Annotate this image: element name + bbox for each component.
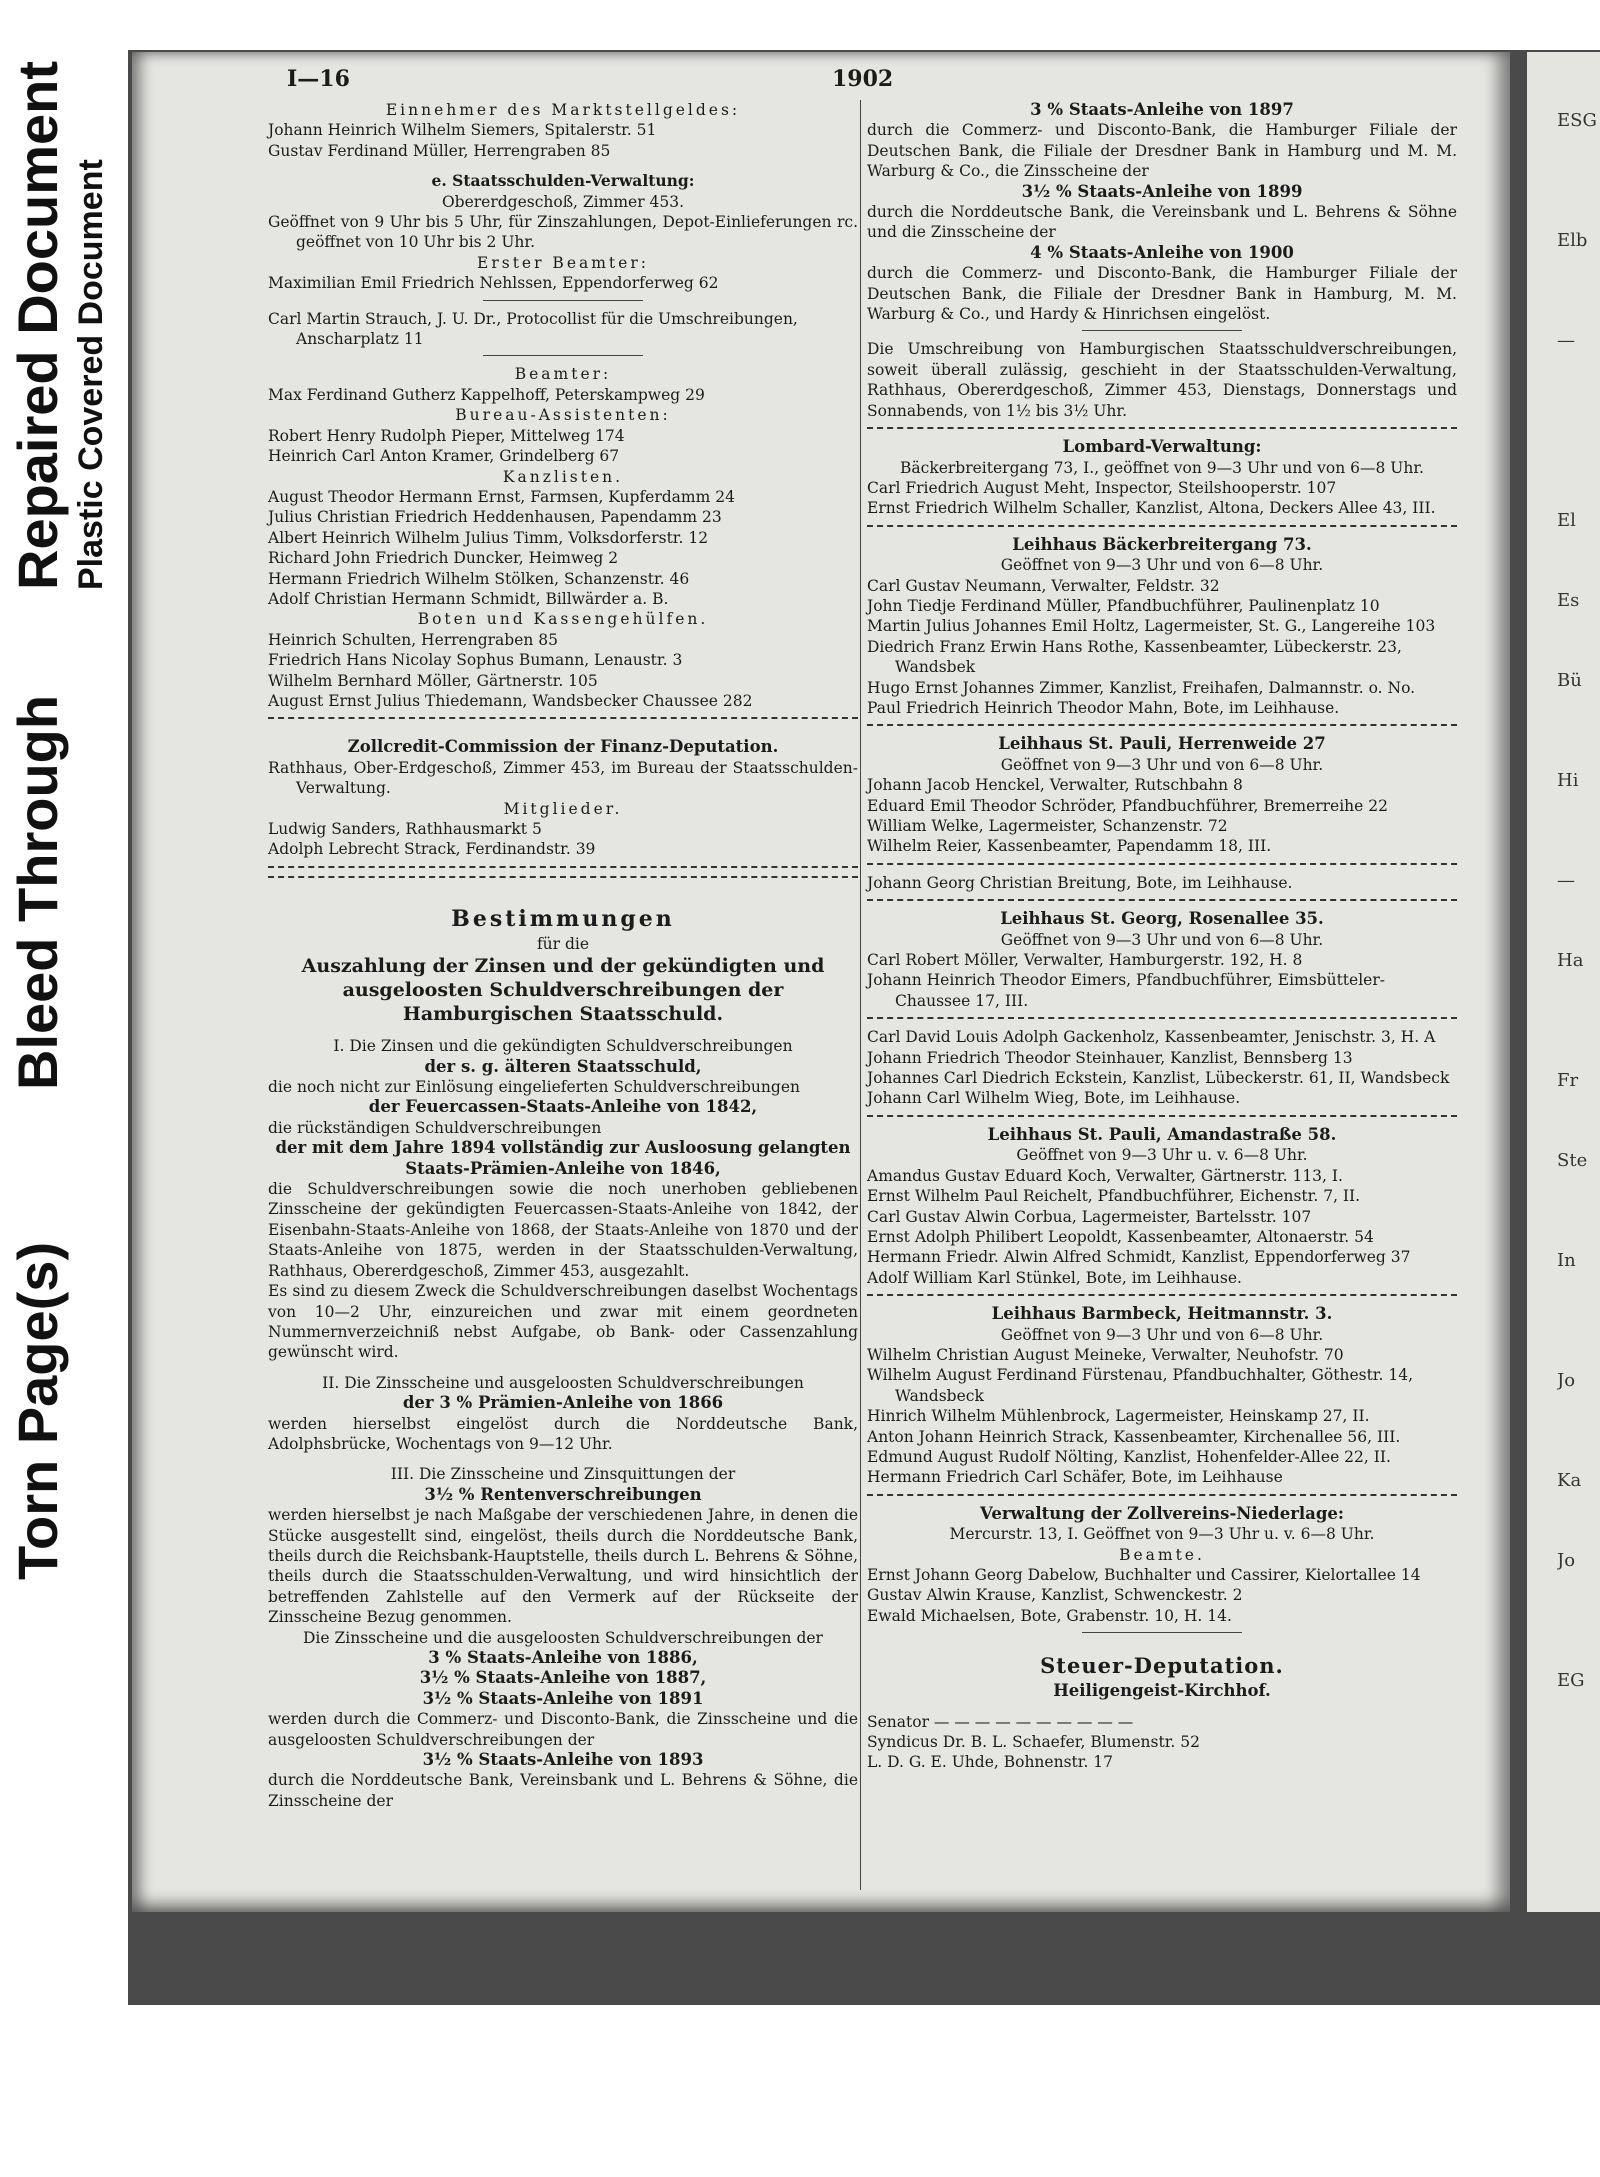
paragraph-text: werden hierselbst je nach Maßgabe der verschiedenen Jahre, in denen die Stücke ausgestellt sind, eingelöst, theils durch die Norddeutsche Bank, theils durch die Reichsbank-Hauptstelle, theils durch L. Behrens & Söhne, theils durch die Staatsschulden-Verwaltung, und wird hinsichtlich der betreffenden Zahlstelle auf den Vermerk auf der Rückseite der Zinsscheine Bezug genommen. <box>268 1506 858 1627</box>
edge-fragment: Fr <box>1557 1072 1579 1090</box>
entry: Ernst Friedrich Wilhelm Schaller, Kanzlist, Altona, Deckers Allee 43, III. <box>867 499 1436 518</box>
dashed-separator <box>867 427 1457 429</box>
dashed-separator <box>867 1115 1457 1117</box>
entry: Johann Carl Wilhelm Wieg, Bote, im Leihhause. <box>867 1089 1241 1108</box>
entry: Carl Gustav Alwin Corbua, Lagermeister, Bartelsstr. 107 <box>867 1207 1312 1226</box>
entry: Adolf Christian Hermann Schmidt, Billwärder a. B. <box>268 589 669 608</box>
entry: Johannes Carl Diedrich Eckstein, Kanzlist, Lübeckerstr. 61, II, Wandsbeck <box>867 1069 1450 1088</box>
edge-fragment: — <box>1557 332 1575 350</box>
loan-heading: der 3 % Prämien-Anleihe von 1866 <box>402 1393 724 1413</box>
dashed-separator <box>867 1494 1457 1496</box>
entry: Martin Julius Johannes Emil Holtz, Lagermeister, St. G., Langereihe 103 <box>867 617 1436 636</box>
label-torn-pages: Torn Page(s) <box>6 1241 69 1580</box>
edge-fragment: Bü <box>1557 672 1582 690</box>
entry: Carl David Louis Adolph Gackenholz, Kassenbeamter, Jenischstr. 3, H. A <box>867 1028 1436 1047</box>
entry: Wilhelm Christian August Meineke, Verwalter, Neuhofstr. 70 <box>867 1345 1344 1364</box>
edge-fragment: Hi <box>1557 772 1579 790</box>
loan-heading: der s. g. älteren Staatsschuld, <box>424 1056 702 1076</box>
label-repaired-document: Repaired Document <box>6 61 69 590</box>
paragraph-text: Es sind zu diesem Zweck die Schuldverschreibungen daselbst Wochentags von 10—2 Uhr, einzureichen und zwar mit einem geordneten Nummernverzeichniß nebst Aufgabe, ob Bank- oder Cassenzahlung gewünscht wird. <box>268 1282 858 1362</box>
entry: Johann Jacob Henckel, Verwalter, Rutschbahn 8 <box>867 776 1243 795</box>
loan-heading: 3½ % Rentenverschreibungen <box>424 1484 702 1504</box>
entry: Wilhelm Reier, Kassenbeamter, Papendamm 18, III. <box>867 837 1272 856</box>
dashed-separator <box>867 724 1457 726</box>
loan-heading: 4 % Staats-Anleihe von 1900 <box>1030 242 1294 262</box>
entry: Carl Gustav Neumann, Verwalter, Feldstr. 32 <box>867 576 1220 595</box>
address-line: Rathhaus, Ober-Erdgeschoß, Zimmer 453, im Bureau der Staatsschulden-Verwaltung. <box>268 758 858 798</box>
entry: Hugo Ernst Johannes Zimmer, Kanzlist, Freihafen, Dalmannstr. o. No. <box>867 678 1416 697</box>
entry: Ludwig Sanders, Rathhausmarkt 5 <box>268 820 542 838</box>
entry: Diedrich Franz Erwin Hans Rothe, Kassenbeamter, Lübeckerstr. 23, Wandsbek <box>867 637 1402 677</box>
dashed-separator <box>867 1294 1457 1296</box>
page-number: I—16 <box>287 66 350 92</box>
scanned-page <box>132 52 1510 1912</box>
loan-heading: 3½ % Staats-Anleihe von 1887, <box>419 1668 707 1688</box>
entry: Ewald Michaelsen, Bote, Grabenstr. 10, H. 14. <box>867 1606 1232 1625</box>
entry: Heinrich Carl Anton Kramer, Grindelberg 67 <box>268 447 620 466</box>
right-column <box>867 100 1457 1773</box>
entry: Adolph Lebrecht Strack, Ferdinandstr. 39 <box>268 840 596 859</box>
entry: Johann Heinrich Wilhelm Siemers, Spitalerstr. 51 <box>268 121 657 140</box>
edge-fragment: Elb <box>1557 232 1588 250</box>
edge-fragment: Jo <box>1557 1552 1576 1570</box>
section-heading: Leihhaus St. Pauli, Herrenweide 27 <box>998 734 1326 754</box>
subheading: Mitglieder. <box>503 799 623 818</box>
dashed-separator <box>867 863 1457 865</box>
paragraph-text: durch die Norddeutsche Bank, die Vereinsbank und L. Behrens & Söhne und die Zinsscheine der <box>867 203 1457 242</box>
paragraph-text: durch die Commerz- und Disconto-Bank, die Hamburger Filiale der Deutschen Bank, die Filiale der Dresdner Bank in Hamburg, M. M. Warburg & Co., und Hardy & Hinrichsen eingelöst. <box>867 264 1457 324</box>
entry: Albert Heinrich Wilhelm Julius Timm, Volksdorferstr. 12 <box>268 528 709 547</box>
paragraph-intro: II. Die Zinsscheine und ausgeloosten Schuldverschreibungen <box>322 1373 804 1392</box>
label-plastic-covered: Plastic Covered Document <box>72 159 110 590</box>
edge-fragment: EG <box>1557 1672 1585 1690</box>
entry: Carl Martin Strauch, J. U. Dr., Protocollist für die Umschreibungen, Anscharplatz 11 <box>268 309 798 349</box>
subheading: Beamter: <box>514 365 612 384</box>
paragraph-text: die rückständigen Schuldverschreibungen <box>268 1118 602 1137</box>
regulations-title: Bestimmungen <box>451 905 675 932</box>
entry: Friedrich Hans Nicolay Sophus Bumann, Lenaustr. 3 <box>268 651 683 670</box>
loan-heading: der mit dem Jahre 1894 vollständig zur Ausloosung gelangten Staats-Prämien-Anleihe von 1846, <box>275 1138 851 1178</box>
section-heading: Leihhaus St. Georg, Rosenallee 35. <box>1000 909 1324 929</box>
section-heading: Leihhaus Bäckerbreitergang 73. <box>1012 534 1312 554</box>
paragraph-intro: III. Die Zinsscheine und Zinsquittungen der <box>390 1465 736 1484</box>
entry: Hermann Friedrich Carl Schäfer, Bote, im Leihhause <box>867 1468 1283 1487</box>
entry: Carl Friedrich August Meht, Inspector, Steilshooperstr. 107 <box>867 478 1337 497</box>
loan-heading: 3 % Staats-Anleihe von 1886, <box>428 1648 698 1667</box>
entry: Gustav Ferdinand Müller, Herrengraben 85 <box>268 141 611 160</box>
entry: Syndicus Dr. B. L. Schaefer, Blumenstr. 52 <box>867 1733 1200 1752</box>
entry: Adolf William Karl Stünkel, Bote, im Leihhause. <box>867 1268 1242 1287</box>
edge-fragment: Ha <box>1557 952 1584 970</box>
regulations-subtitle: Auszahlung der Zinsen und der gekündigten und ausgeloosten Schuldverschreibungen der Hamburgischen Staatsschuld. <box>301 955 825 1026</box>
section-heading: Einnehmer des Marktstellgeldes: <box>385 101 741 119</box>
loan-heading: 3½ % Staats-Anleihe von 1891 <box>422 1688 704 1708</box>
edge-fragment: — <box>1557 872 1575 890</box>
entry: Gustav Alwin Krause, Kanzlist, Schwenckestr. 2 <box>867 1586 1243 1605</box>
entry: Hermann Friedr. Alwin Alfred Schmidt, Kanzlist, Eppendorferweg 37 <box>867 1248 1411 1267</box>
entry: Hinrich Wilhelm Mühlenbrock, Lagermeister, Heinskamp 27, II. <box>867 1407 1370 1426</box>
paragraph-text: durch die Commerz- und Disconto-Bank, die Hamburger Filiale der Deutschen Bank, die Filiale der Dresdner Bank in Hamburg und M. M. Warburg & Co., die Zinsscheine der <box>867 121 1457 181</box>
entry: Amandus Gustav Eduard Koch, Verwalter, Gärtnerstr. 113, I. <box>867 1166 1343 1185</box>
loan-heading: 3 % Staats-Anleihe von 1897 <box>1030 100 1294 119</box>
entry: Johann Georg Christian Breitung, Bote, im Leihhause. <box>867 873 1293 892</box>
entry: Johann Heinrich Theodor Eimers, Pfandbuchführer, Eimsbütteler-Chaussee 17, III. <box>867 971 1385 1010</box>
subheading: Bureau-Assistenten: <box>455 406 671 425</box>
section-heading: Leihhaus St. Pauli, Amandastraße 58. <box>987 1124 1337 1144</box>
entry: William Welke, Lagermeister, Schanzenstr. 72 <box>867 817 1228 835</box>
subheading: Kanzlisten. <box>502 467 624 486</box>
entry: Hermann Friedrich Wilhelm Stölken, Schanzenstr. 46 <box>268 569 690 588</box>
dashed-separator <box>867 525 1457 527</box>
section-heading: Verwaltung der Zollvereins-Niederlage: <box>980 1503 1344 1523</box>
edge-fragment: Ste <box>1557 1152 1588 1170</box>
entry: Richard John Friedrich Duncker, Heimweg 2 <box>268 549 619 568</box>
opening-hours: Geöffnet von 9—3 Uhr und von 6—8 Uhr. <box>1000 930 1324 949</box>
address-line: Obererdgeschoß, Zimmer 453. <box>441 192 685 211</box>
opening-hours: Mercurstr. 13, I. Geöffnet von 9—3 Uhr u. v. 6—8 Uhr. <box>949 1525 1375 1544</box>
edge-fragment: Ka <box>1557 1472 1582 1490</box>
adjacent-page-edge <box>1527 52 1600 1912</box>
edge-fragment: El <box>1557 512 1576 530</box>
paragraph-text: werden hierselbst eingelöst durch die Norddeutsche Bank, Adolphsbrücke, Wochentags von 9—12 Uhr. <box>268 1414 858 1453</box>
opening-hours: Geöffnet von 9 Uhr bis 5 Uhr, für Zinszahlungen, Depot-Einlieferungen rc. geöffnet von 10 Uhr bis 2 Uhr. <box>268 213 858 252</box>
loan-heading: 3½ % Staats-Anleihe von 1899 <box>1021 181 1303 201</box>
paragraph-text: werden durch die Commerz- und Disconto-Bank, die Zinsscheine und die ausgeloosten Schuldverschreibungen der <box>268 1710 858 1749</box>
entry: Ernst Johann Georg Dabelow, Buchhalter und Cassirer, Kielortallee 14 <box>867 1566 1421 1584</box>
paragraph-text: Die Zinsscheine und die ausgeloosten Schuldverschreibungen der <box>303 1628 823 1647</box>
paragraph-text: durch die Norddeutsche Bank, Vereinsbank und L. Behrens & Söhne, die Zinsscheine der <box>268 1771 858 1810</box>
dashed-separator <box>867 1017 1457 1019</box>
opening-hours: Geöffnet von 9—3 Uhr u. v. 6—8 Uhr. <box>1016 1146 1308 1165</box>
entry: Edmund August Rudolf Nölting, Kanzlist, Hohenfelder-Allee 22, II. <box>867 1447 1391 1466</box>
entry: August Theodor Hermann Ernst, Farmsen, Kupferdamm 24 <box>268 487 735 506</box>
address-line: Bäckerbreitergang 73, I., geöffnet von 9—3 Uhr und von 6—8 Uhr. <box>900 458 1424 477</box>
entry: Johann Friedrich Theodor Steinhauer, Kanzlist, Bennsberg 13 <box>867 1048 1353 1067</box>
paragraph-intro: I. Die Zinsen und die gekündigten Schuldverschreibungen <box>333 1037 793 1056</box>
entry: Paul Friedrich Heinrich Theodor Mahn, Bote, im Leihhause. <box>867 698 1340 717</box>
section-heading: Zollcredit-Commission der Finanz-Deputation. <box>347 737 779 757</box>
entry: Anton Johann Heinrich Strack, Kassenbeamter, Kirchenallee 56, III. <box>867 1427 1401 1446</box>
section-heading: Lombard-Verwaltung: <box>1062 437 1262 457</box>
edge-fragment: Es <box>1557 592 1580 610</box>
entry: Wilhelm Bernhard Möller, Gärtnerstr. 105 <box>268 671 598 690</box>
document-condition-labels <box>0 50 130 1580</box>
column-divider <box>860 100 861 1890</box>
subheading: Boten und Kassengehülfen. <box>417 610 709 629</box>
section-heading: Leihhaus Barmbeck, Heitmannstr. 3. <box>991 1304 1333 1324</box>
label-bleed-through: Bleed Through <box>6 694 69 1090</box>
left-column <box>268 100 858 1811</box>
entry: Carl Robert Möller, Verwalter, Hamburgerstr. 192, H. 8 <box>867 951 1303 970</box>
opening-hours: Geöffnet von 9—3 Uhr und von 6—8 Uhr. <box>1000 755 1324 774</box>
entry: Senator — — — — — — — — — — <box>867 1712 1134 1731</box>
entry: Max Ferdinand Gutherz Kappelhoff, Peterskampweg 29 <box>268 385 705 404</box>
entry: Wilhelm August Ferdinand Fürstenau, Pfandbuchhalter, Göthestr. 14, Wandsbeck <box>867 1366 1414 1405</box>
subheading: Erster Beamter: <box>477 253 649 272</box>
entry: Maximilian Emil Friedrich Nehlssen, Eppendorferweg 62 <box>268 274 719 293</box>
section-title: Steuer-Deputation. <box>1040 1653 1284 1679</box>
entry: Ernst Wilhelm Paul Reichelt, Pfandbuchführer, Eichenstr. 7, II. <box>867 1187 1361 1206</box>
edge-fragment: ESG <box>1557 112 1597 130</box>
loan-heading: 3½ % Staats-Anleihe von 1893 <box>422 1750 704 1770</box>
paragraph-text: die noch nicht zur Einlösung eingelieferten Schuldverschreibungen <box>268 1078 800 1097</box>
entry: Heinrich Schulten, Herrengraben 85 <box>268 630 559 649</box>
section-heading: e. Staatsschulden-Verwaltung: <box>431 171 695 191</box>
opening-hours: Geöffnet von 9—3 Uhr und von 6—8 Uhr. <box>1000 1325 1324 1344</box>
loan-heading: der Feuercassen-Staats-Anleihe von 1842, <box>368 1097 758 1117</box>
entry: Julius Christian Friedrich Heddenhausen, Papendamm 23 <box>268 508 722 527</box>
page-year: 1902 <box>832 66 894 92</box>
entry: Robert Henry Rudolph Pieper, Mittelweg 174 <box>268 426 625 445</box>
paragraph-text: Die Umschreibung von Hamburgischen Staatsschuldverschreibungen, soweit überall zulässig, geschieht in der Staatsschulden-Verwaltung, Rathhaus, Obererdgeschoß, Zimmer 453, Dienstags, Donnerstags und Sonnabends, von 1½ bis 3½ Uhr. <box>867 340 1457 420</box>
entry: August Ernst Julius Thiedemann, Wandsbecker Chaussee 282 <box>268 691 753 710</box>
opening-hours: Geöffnet von 9—3 Uhr und von 6—8 Uhr. <box>1000 556 1324 575</box>
edge-fragment: Jo <box>1557 1372 1576 1390</box>
entry: Eduard Emil Theodor Schröder, Pfandbuchführer, Bremerreihe 22 <box>867 796 1388 815</box>
entry: L. D. G. E. Uhde, Bohnenstr. 17 <box>867 1753 1114 1772</box>
entry: Ernst Adolph Philibert Leopoldt, Kassenbeamter, Altonaerstr. 54 <box>867 1227 1374 1246</box>
dashed-separator <box>268 876 858 878</box>
address-line: Heiligengeist-Kirchhof. <box>1053 1681 1271 1701</box>
dashed-separator <box>867 899 1457 901</box>
subheading: Beamte. <box>1119 1545 1205 1564</box>
regulations-connector: für die <box>536 934 590 953</box>
dashed-separator <box>268 717 858 719</box>
entry: John Tiedje Ferdinand Müller, Pfandbuchführer, Paulinenplatz 10 <box>867 596 1380 615</box>
edge-fragment: In <box>1557 1252 1576 1270</box>
dashed-separator <box>268 866 858 868</box>
paragraph-text: die Schuldverschreibungen sowie die noch unerhoben gebliebenen Zinsscheine der gekündigten Feuercassen-Staats-Anleihe von 1842, der Eisenbahn-Staats-Anleihe von 1868, der Staats-Anleihe von 1870 und der Staats-Anleihe von 1875, werden in der Staatsschulden-Verwaltung, Rathhaus, Obererdgeschoß, Zimmer 453, ausgezahlt. <box>268 1180 858 1280</box>
